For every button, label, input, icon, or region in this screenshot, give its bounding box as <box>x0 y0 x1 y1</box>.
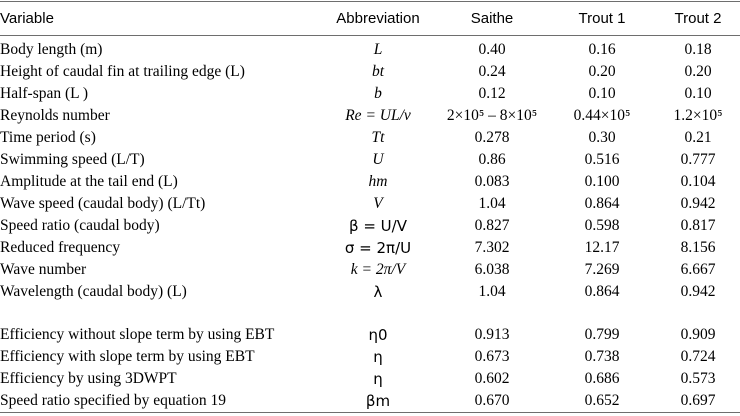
cell-trout-1: 12.17 <box>584 239 620 256</box>
cell-abbreviation: b <box>374 85 382 102</box>
table-row <box>0 61 740 83</box>
cell-trout-1: 0.738 <box>584 348 620 365</box>
cell-trout-2: 0.21 <box>684 129 712 146</box>
table-row <box>0 259 740 281</box>
cell-variable: Wave number <box>0 261 87 278</box>
cell-trout-1: 0.516 <box>584 151 620 168</box>
cell-trout-2: 8.156 <box>680 239 716 256</box>
cell-saithe: 0.278 <box>474 129 510 146</box>
cell-saithe: 0.40 <box>478 41 506 58</box>
cell-abbreviation: U <box>372 151 384 168</box>
cell-saithe: 6.038 <box>474 261 510 278</box>
cell-variable: Speed ratio (caudal body) <box>0 217 160 234</box>
table-row <box>0 171 740 193</box>
table-row <box>0 368 740 390</box>
header-trout-2: Trout 2 <box>674 10 722 27</box>
cell-trout-1: 0.864 <box>584 283 620 300</box>
cell-trout-1: 0.44×10⁵ <box>573 107 631 124</box>
cell-abbreviation: η <box>373 348 383 366</box>
table-row <box>0 127 740 149</box>
cell-variable: Swimming speed (L/T) <box>0 151 145 168</box>
cell-trout-1: 0.16 <box>588 41 616 58</box>
cell-trout-1: 0.10 <box>588 85 616 102</box>
cell-trout-2: 0.573 <box>680 370 716 387</box>
cell-saithe: 2×10⁵ – 8×10⁵ <box>446 107 538 124</box>
cell-trout-1: 0.864 <box>584 195 620 212</box>
cell-trout-2: 0.20 <box>684 63 712 80</box>
cell-trout-2: 0.10 <box>684 85 712 102</box>
cell-abbreviation: βm <box>365 392 391 410</box>
cell-abbreviation: η0 <box>368 326 388 344</box>
cell-variable: Efficiency without slope term by using EBT <box>0 326 275 343</box>
cell-saithe: 0.602 <box>474 370 510 387</box>
cell-saithe: 0.86 <box>478 151 506 168</box>
cell-saithe: 0.12 <box>478 85 506 102</box>
cell-variable: Wave speed (caudal body) (L/Tt) <box>0 195 206 212</box>
cell-trout-2: 0.942 <box>680 195 716 212</box>
cell-variable: Efficiency with slope term by using EBT <box>0 348 255 365</box>
table-bottom-rule <box>0 412 740 413</box>
cell-trout-2: 0.942 <box>680 283 716 300</box>
cell-abbreviation: L <box>373 41 383 58</box>
table-row <box>0 39 740 61</box>
cell-trout-1: 0.20 <box>588 63 616 80</box>
cell-trout-2: 0.777 <box>680 151 716 168</box>
cell-abbreviation: k = 2π/V <box>350 261 406 278</box>
cell-trout-2: 0.724 <box>680 348 716 365</box>
cell-variable: Reduced frequency <box>0 239 121 256</box>
cell-variable: Amplitude at the tail end (L) <box>0 173 178 190</box>
table-header <box>0 8 740 30</box>
table-row <box>0 346 740 368</box>
cell-variable: Half-span (L ) <box>0 85 89 102</box>
cell-variable: Efficiency by using 3DWPT <box>0 370 177 387</box>
cell-trout-2: 0.909 <box>680 326 716 343</box>
table-row <box>0 324 740 346</box>
cell-saithe: 0.083 <box>474 173 510 190</box>
cell-saithe: 1.04 <box>478 195 506 212</box>
cell-trout-1: 0.100 <box>584 173 620 190</box>
cell-variable: Speed ratio specified by equation 19 <box>0 392 226 409</box>
cell-saithe: 0.827 <box>474 217 510 234</box>
cell-saithe: 7.302 <box>474 239 510 256</box>
cell-abbreviation: η <box>373 370 383 388</box>
cell-trout-1: 7.269 <box>584 261 620 278</box>
cell-trout-2: 0.817 <box>680 217 716 234</box>
cell-abbreviation: hm <box>368 173 388 190</box>
table-row <box>0 215 740 237</box>
cell-abbreviation: Tt <box>371 129 385 146</box>
cell-trout-1: 0.686 <box>584 370 620 387</box>
cell-saithe: 0.24 <box>478 63 506 80</box>
cell-trout-1: 0.652 <box>584 392 620 409</box>
cell-abbreviation: Re = UL/ν <box>345 107 411 124</box>
cell-trout-1: 0.598 <box>584 217 620 234</box>
table-row <box>0 193 740 215</box>
header-variable: Variable <box>0 10 54 27</box>
cell-variable: Time period (s) <box>0 129 96 146</box>
cell-variable: Height of caudal fin at trailing edge (L) <box>0 63 245 80</box>
cell-abbreviation: λ <box>373 283 383 301</box>
cell-trout-2: 0.18 <box>684 41 712 58</box>
cell-abbreviation: bt <box>371 63 385 80</box>
cell-abbreviation: σ = 2π/U <box>344 239 412 257</box>
cell-variable: Wavelength (caudal body) (L) <box>0 283 187 300</box>
cell-saithe: 0.670 <box>474 392 510 409</box>
table-top-rule <box>0 1 740 2</box>
table-header-rule <box>0 35 740 36</box>
table-row <box>0 105 740 127</box>
table-row <box>0 237 740 259</box>
cell-variable: Reynolds number <box>0 107 110 124</box>
header-saithe: Saithe <box>470 10 514 27</box>
cell-trout-1: 0.799 <box>584 326 620 343</box>
table-row <box>0 281 740 303</box>
cell-trout-1: 0.30 <box>588 129 616 146</box>
cell-abbreviation: V <box>373 195 383 212</box>
header-abbreviation: Abbreviation <box>336 10 420 27</box>
cell-saithe: 1.04 <box>478 283 506 300</box>
cell-saithe: 0.673 <box>474 348 510 365</box>
cell-saithe: 0.913 <box>474 326 510 343</box>
cell-trout-2: 0.697 <box>680 392 716 409</box>
table-row <box>0 390 740 412</box>
cell-trout-2: 0.104 <box>680 173 716 190</box>
table-row <box>0 149 740 171</box>
header-trout-1: Trout 1 <box>578 10 626 27</box>
cell-variable: Body length (m) <box>0 41 103 58</box>
cell-trout-2: 6.667 <box>680 261 716 278</box>
cell-abbreviation: β = U/V <box>349 217 407 235</box>
cell-trout-2: 1.2×10⁵ <box>673 107 723 124</box>
table-row <box>0 83 740 105</box>
